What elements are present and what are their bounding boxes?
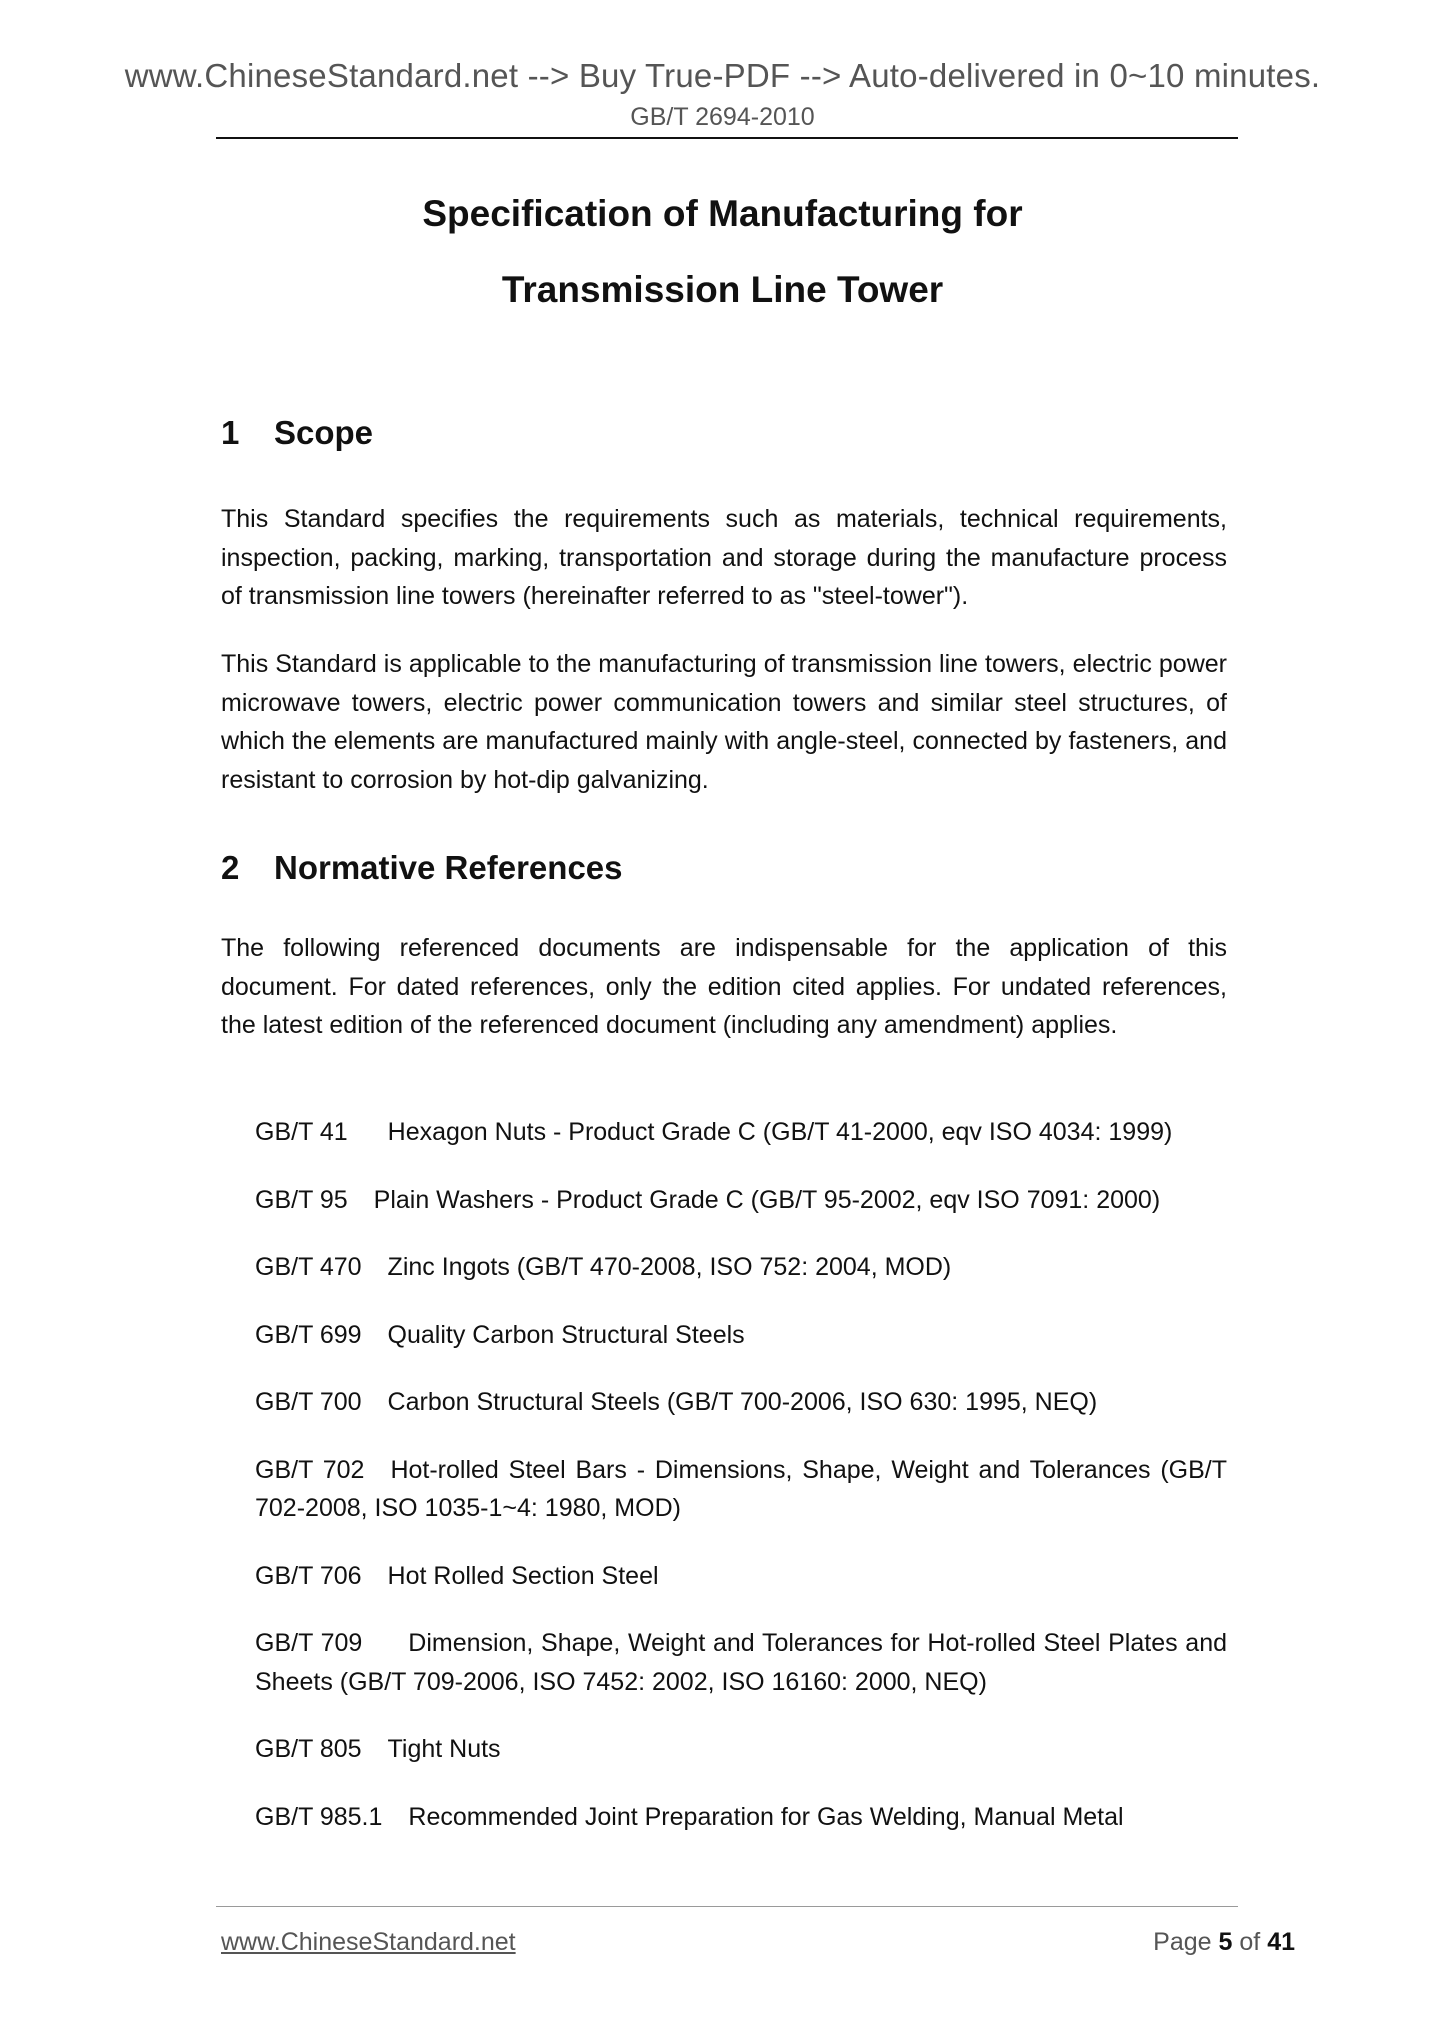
section-heading-normative-references: [221, 848, 623, 888]
reference-title: Hot Rolled Section Steel: [387, 1561, 659, 1590]
page-prefix: Page: [1153, 1928, 1212, 1956]
scope-paragraph-2: This Standard is applicable to the manufacturing of transmission line towers, electric power microwave towers, electric power communication towers and similar steel structures, of which the elements are manufactured mainly with angle-steel, connected by fasteners, and resistant to corrosion by hot-dip galvanizing.: [221, 650, 1227, 794]
reference-title: Tight Nuts: [387, 1735, 501, 1763]
reference-code: GB/T 699: [255, 1320, 362, 1349]
reference-code: GB/T 805: [255, 1735, 362, 1763]
reference-item: [255, 1316, 1227, 1355]
page-of: of: [1239, 1928, 1261, 1956]
reference-title: Hot-rolled Steel Bars - Dimensions, Shape, Weight and Tolerances (GB/T 702-2008, ISO 1035-1~4: 1980, MOD): [255, 1455, 1227, 1522]
reference-code: GB/T 702: [255, 1455, 365, 1484]
page-total: 41: [1267, 1928, 1295, 1956]
reference-code: GB/T 985.1: [255, 1802, 383, 1831]
reference-item: [255, 1383, 1227, 1422]
reference-item: [255, 1798, 1227, 1837]
section-title: Scope: [274, 414, 374, 451]
reference-title: Carbon Structural Steels (GB/T 700-2006, ISO 630: 1995, NEQ): [387, 1388, 1098, 1416]
reference-item: [255, 1730, 1227, 1769]
footer-site-link[interactable]: www.ChineseStandard.net: [221, 1928, 516, 1956]
references-intro-paragraph: The following referenced documents are indispensable for the application of this document. For dated references, only the edition cited applies. For undated references, the latest edition of the referenced document (including any amendment) applies.: [221, 934, 1227, 1039]
reference-item: [255, 1181, 1227, 1220]
reference-title: Zinc Ingots (GB/T 470-2008, ISO 752: 2004, MOD): [387, 1253, 952, 1281]
section-title: Normative References: [274, 849, 623, 886]
reference-code: GB/T 700: [255, 1388, 362, 1416]
reference-code: GB/T 470: [255, 1253, 362, 1281]
reference-code: GB/T 41: [255, 1118, 348, 1146]
page-current: 5: [1218, 1928, 1233, 1956]
document-title-line-2: Transmission Line Tower: [501, 269, 944, 310]
document-title-line-1: Specification of Manufacturing for: [422, 193, 1023, 234]
section-heading-scope: [221, 413, 373, 453]
header-divider: [216, 137, 1238, 139]
reference-title: Hexagon Nuts - Product Grade C (GB/T 41-2000, eqv ISO 4034: 1999): [387, 1118, 1173, 1146]
reference-title: Plain Washers - Product Grade C (GB/T 95-2002, eqv ISO 7091: 2000): [373, 1185, 1161, 1214]
page-indicator: [1153, 1926, 1295, 1958]
footer-divider: [216, 1906, 1238, 1907]
scope-paragraph-1: This Standard specifies the requirements such as materials, technical requirements, inspection, packing, marking, transportation and storage during the manufacture process of transmission line towers (hereinafter referred to as "steel-tower").: [221, 505, 1227, 610]
header-banner[interactable]: www.ChineseStandard.net --> Buy True-PDF --> Auto-delivered in 0~10 minutes.: [124, 57, 1321, 94]
reference-title: Dimension, Shape, Weight and Tolerances for Hot-rolled Steel Plates and Sheets (GB/T 709-2006, ISO 7452: 2002, ISO 16160: 2000, NEQ): [255, 1629, 1227, 1696]
reference-item: [255, 1451, 1227, 1528]
reference-title: Quality Carbon Structural Steels: [387, 1320, 745, 1349]
reference-item: [255, 1557, 1227, 1596]
section-number: 2: [221, 849, 240, 886]
standard-code: GB/T 2694-2010: [630, 103, 815, 131]
reference-title: Recommended Joint Preparation for Gas Welding, Manual Metal: [408, 1802, 1124, 1831]
reference-item: [255, 1624, 1227, 1701]
reference-list: [255, 1113, 1227, 1865]
reference-item: [255, 1248, 1227, 1287]
reference-code: GB/T 709: [255, 1629, 363, 1657]
reference-code: GB/T 95: [255, 1185, 348, 1214]
reference-code: GB/T 706: [255, 1561, 362, 1590]
reference-item: [255, 1113, 1227, 1152]
section-number: 1: [221, 414, 240, 451]
